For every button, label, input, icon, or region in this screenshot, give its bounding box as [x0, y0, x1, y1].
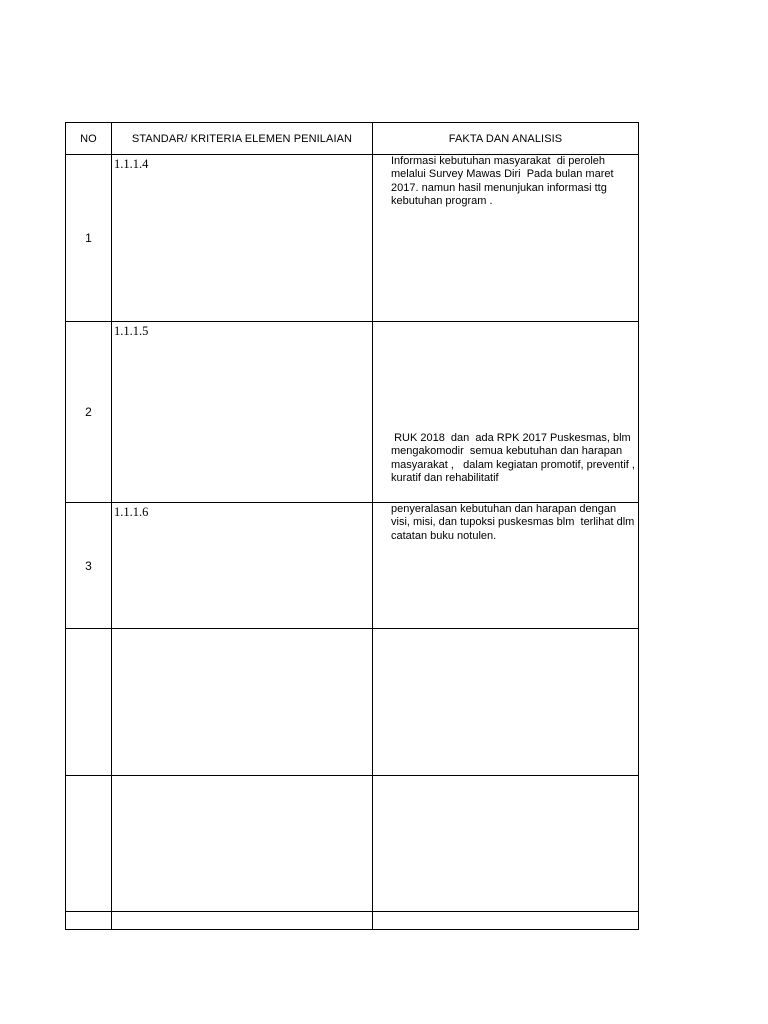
- row-1-fakta: Informasi kebutuhan masyarakat di peroleh melalui Survey Mawas Diri Pada bulan maret 2017. namun hasil menunjukan informasi ttg kebutuhan program .: [391, 155, 617, 208]
- row-5-no: [66, 776, 111, 911]
- header-no: NO: [80, 132, 97, 145]
- assessment-table: [65, 122, 639, 930]
- table-border-bottom: [65, 929, 639, 930]
- row-1-standar: 1.1.1.4: [114, 157, 149, 171]
- row-4-fakta: [373, 629, 638, 775]
- row-4-no: [66, 629, 111, 775]
- table-border-right: [638, 122, 639, 930]
- row-5-standar: [112, 776, 372, 911]
- row-1-no: 1: [85, 231, 92, 245]
- row-3-standar: 1.1.1.6: [114, 505, 149, 519]
- header-standar-kriteria: STANDAR/ KRITERIA ELEMEN PENILAIAN: [131, 132, 353, 145]
- row-2-fakta: RUK 2018 dan ada RPK 2017 Puskesmas, blm mengakomodir semua kebutuhan dan harapan masyarakat , dalam kegiatan promotif, preventif , kuratif dan rehabilitatif: [391, 432, 638, 485]
- row-5-fakta: [373, 776, 638, 911]
- row-2-no: 2: [85, 405, 92, 419]
- row-4-standar: [112, 629, 372, 775]
- row-2-standar: 1.1.1.5: [114, 324, 149, 338]
- row-6-no: [66, 912, 111, 929]
- header-fakta-analisis: FAKTA DAN ANALISIS: [448, 132, 563, 145]
- row-6-standar: [112, 912, 372, 929]
- row-3-fakta: penyeralasan kebutuhan dan harapan dengan visi, misi, dan tupoksi puskesmas blm terlihat dlm catatan buku notulen.: [391, 503, 638, 542]
- row-3-no: 3: [85, 558, 92, 573]
- row-6-fakta: [373, 912, 638, 929]
